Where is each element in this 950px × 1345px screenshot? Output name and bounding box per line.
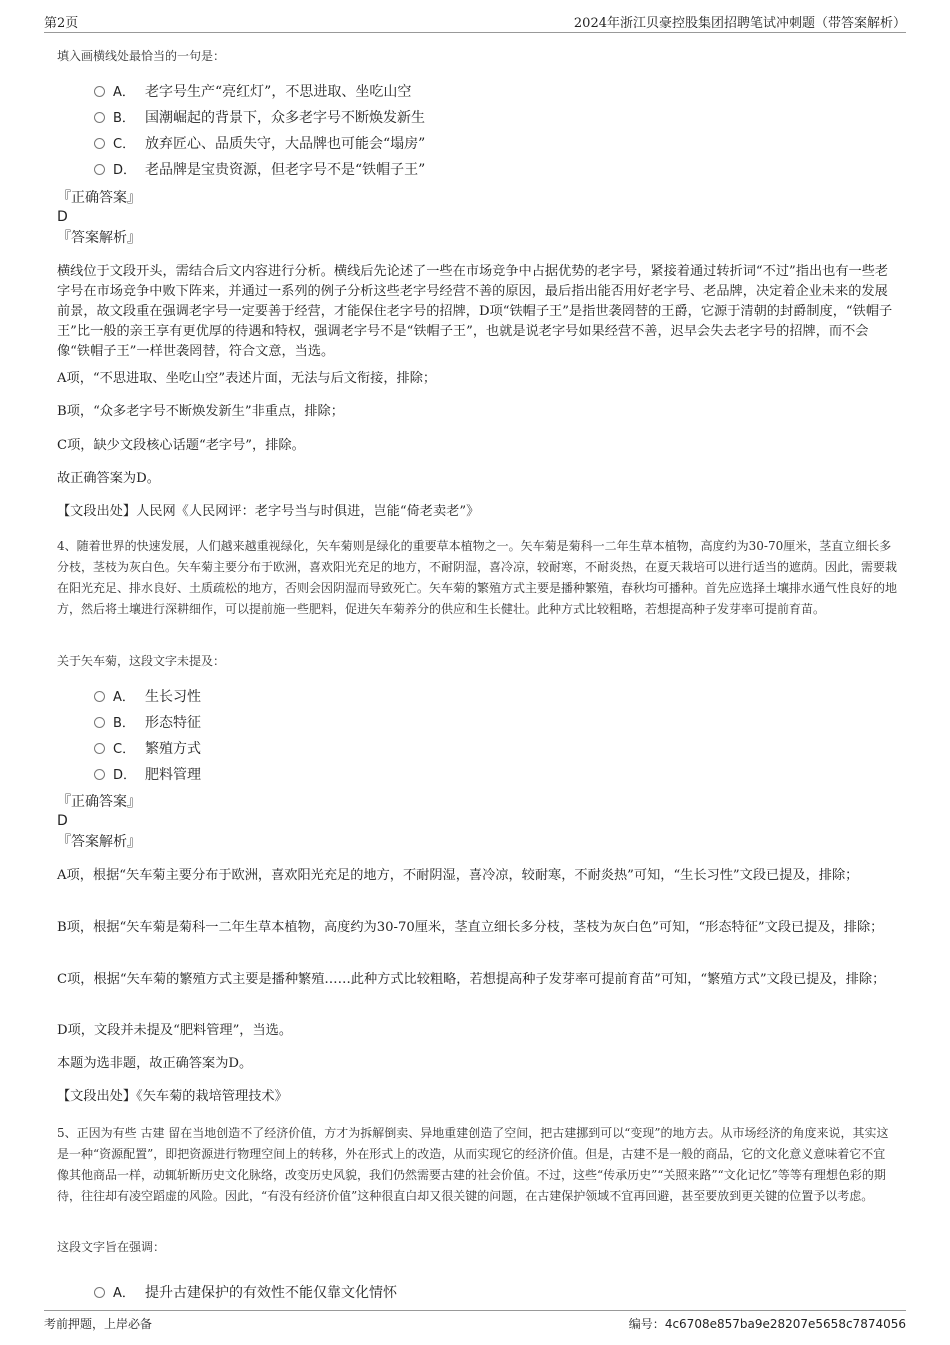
page-header: [44, 10, 906, 33]
page-footer: [44, 1310, 906, 1333]
radio-icon[interactable]: [94, 691, 105, 702]
q4-answer-label: 『正确答案』: [57, 794, 141, 810]
q3-option-b[interactable]: B． 国潮崛起的背景下，众多老字号不断焕发新生: [94, 108, 425, 128]
radio-icon[interactable]: [94, 164, 105, 175]
document-id-code: 4c6708e857ba9e28207e5658c7874056: [664, 1317, 906, 1331]
q4-option-c[interactable]: C． 繁殖方式: [94, 739, 201, 759]
q4-analysis-label: 『答案解析』: [57, 834, 141, 850]
q4-analysis-c: C项，根据“矢车菊的繁殖方式主要是播种繁殖……此种方式比较粗略，若想提高种子发芽率可提前育苗”可知，“繁殖方式”文段已提及，排除；: [57, 972, 886, 987]
q4-option-b[interactable]: B． 形态特征: [94, 713, 201, 733]
q5-prompt: 这段文字旨在强调：: [57, 1240, 166, 1254]
radio-icon[interactable]: [94, 112, 105, 123]
q3-option-d[interactable]: D． 老品牌是宝贵资源，但老字号不是“铁帽子王”: [94, 160, 425, 180]
q4-option-a[interactable]: A． 生长习性: [94, 687, 201, 707]
q3-answer: D: [57, 209, 68, 225]
document-id-label: 编号：: [628, 1317, 665, 1331]
page-number: 第2页: [44, 16, 79, 31]
radio-icon[interactable]: [94, 769, 105, 780]
radio-icon[interactable]: [94, 1287, 105, 1298]
document-id: [629, 1315, 906, 1332]
q4-source: 【文段出处】《矢车菊的栽培管理技术》: [57, 1089, 288, 1104]
q4-answer: D: [57, 813, 68, 829]
radio-icon[interactable]: [94, 86, 105, 97]
q3-source: 【文段出处】人民网《人民网评：老字号当与时俱进，岂能“倚老卖老”》: [57, 504, 480, 519]
q4-analysis-b: B项，根据“矢车菊是菊科一二年生草本植物，高度约为30-70厘米，茎直立细长多分枝，茎枝为灰白色”可知，“形态特征”文段已提及，排除；: [57, 920, 884, 935]
q3-analysis-b: B项，“众多老字号不断焕发新生”非重点，排除；: [57, 404, 344, 419]
radio-icon[interactable]: [94, 717, 105, 728]
q3-analysis-main: 横线位于文段开头，需结合后文内容进行分析。横线后先论述了一些在市场竞争中占据优势的老字号，紧接着通过转折词“不过”指出也有一些老字号在市场竞争中败下阵来，并通过一系列的例子分析这些老字号经营不善的原因，最后指出能否用好老字号、老品牌，决定着企业未来的发展前景，故文段重在强调老字号一定要善于经营，才能保住老字号的招牌，D项“铁帽子王”是指世袭罔替的王爵，它源于清朝的封爵制度，“铁帽子王”比一般的亲王享有更优厚的待遇和特权，强调老字号不是“铁帽子王”，也就是说老字号如果经营不善，迟早会失去老字号的招牌，而不会像“铁帽子王”一样世袭罔替，符合文意，当选。: [57, 264, 893, 359]
q4-prompt: 关于矢车菊，这段文字未提及：: [57, 654, 226, 668]
q3-analysis-a: A项，“不思进取、坐吃山空”表述片面，无法与后文衔接，排除；: [57, 371, 437, 386]
q3-option-a[interactable]: A． 老字号生产“亮红灯”，不思进取、坐吃山空: [94, 82, 411, 102]
q4-conclusion: 本题为选非题，故正确答案为D。: [57, 1056, 253, 1071]
q4-option-d[interactable]: D． 肥料管理: [94, 765, 201, 785]
q3-prompt: 填入画横线处最恰当的一句是：: [57, 49, 226, 63]
q3-option-c[interactable]: C． 放弃匠心、品质失守，大品牌也可能会“塌房”: [94, 134, 425, 154]
q5-option-a[interactable]: A． 提升古建保护的有效性不能仅靠文化情怀: [94, 1283, 397, 1303]
q5-stem: 5、正因为有些 古建 留在当地创造不了经济价值，方才为拆解倒卖、异地重建创造了空间，把古建挪到可以“变现”的地方去。从市场经济的角度来说，其实这是一种“资源配置”，即把资源进行物理空间上的转移，外在形式上的改造，从而实现它的经济价值。但是，古建不是一般的商品，它的文化意义意味着它不宜像其他商品一样，动辄斩断历史文化脉络，改变历史风貌，我们仍然需要古建的社会价值。不过，这些“传承历史”“关照来路”“文化记忆”等等有理想色彩的期待，往往却有凌空蹈虚的风险。因此，“有没有经济价值”这种很直白却又很关键的问题，在古建保护领域不宜再回避，甚至要放到更关键的位置予以考虑。: [57, 1126, 889, 1203]
q4-analysis-a: A项，根据“矢车菊主要分布于欧洲，喜欢阳光充足的地方，不耐阴湿，喜冷凉，较耐寒，不耐炎热”可知，“生长习性”文段已提及，排除；: [57, 868, 859, 883]
q3-analysis-label: 『答案解析』: [57, 230, 141, 246]
q3-conclusion: 故正确答案为D。: [57, 471, 160, 486]
q3-answer-label: 『正确答案』: [57, 190, 141, 206]
document-title: 2024年浙江贝豪控股集团招聘笔试冲刺题（带答案解析）: [573, 16, 906, 31]
radio-icon[interactable]: [94, 743, 105, 754]
q4-analysis-d: D项，文段并未提及“肥料管理”，当选。: [57, 1023, 293, 1038]
q3-analysis-c: C项，缺少文段核心话题“老字号”，排除。: [57, 438, 305, 453]
footer-slogan: 考前押题，上岸必备: [44, 1317, 153, 1331]
q4-stem: 4、随着世界的快速发展，人们越来越重视绿化，矢车菊则是绿化的重要草本植物之一。矢车菊是菊科一二年生草本植物，高度约为30-70厘米，茎直立细长多分枝，茎枝为灰白色。矢车菊主要分布于欧洲，喜欢阳光充足的地方，不耐阴湿，喜冷凉，较耐寒，不耐炎热，在夏天栽培可以进行适当的遮荫。因此，需要栽在阳光充足、排水良好、土质疏松的地方，否则会因阴湿而导致死亡。矢车菊的繁殖方式主要是播种繁殖，春秋均可播种。首先应选择土壤排水通气性良好的地方，然后将土壤进行深耕细作，可以提前施一些肥料，促进矢车菊养分的供应和生长健壮。此种方式比较粗略，若想提高种子发芽率可提前育苗。: [57, 539, 898, 616]
radio-icon[interactable]: [94, 138, 105, 149]
